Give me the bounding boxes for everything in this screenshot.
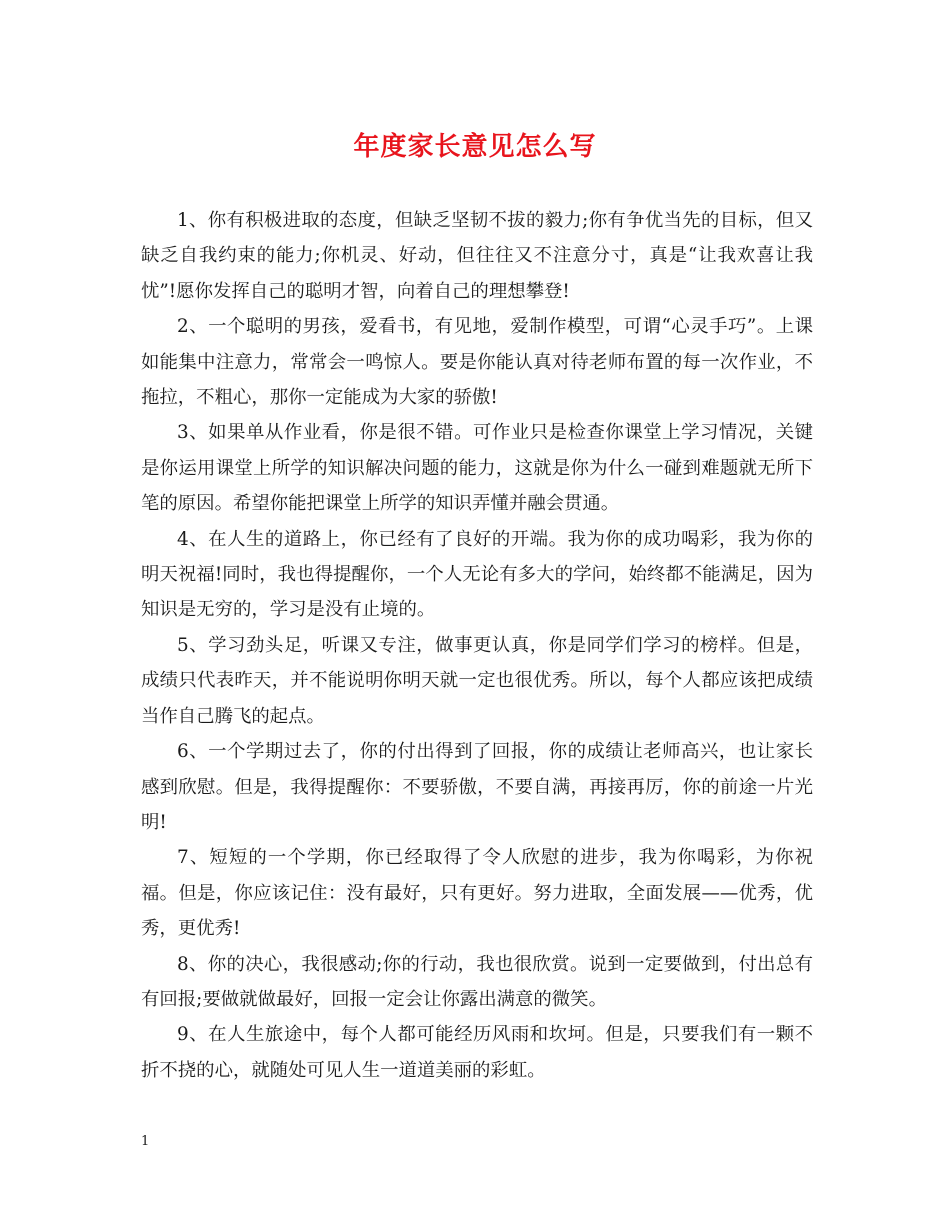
document-title: 年度家长意见怎么写 bbox=[353, 132, 597, 162]
paragraph-9: 9、在人生旅途中，每个人都可能经历风雨和坎坷。但是，只要我们有一颗不折不挠的心，就随处可见人生一道道美丽的彩虹。 bbox=[141, 1024, 813, 1081]
paragraph-6: 6、一个学期过去了，你的付出得到了回报，你的成绩让老师高兴，也让家长感到欣慰。但是，我得提醒你：不要骄傲，不要自满，再接再厉，你的前途一片光明! bbox=[141, 741, 813, 833]
paragraph-7: 7、短短的一个学期，你已经取得了令人欣慰的进步，我为你喝彩，为你祝福。但是，你应该记住：没有最好，只有更好。努力进取，全面发展——优秀，优秀，更优秀! bbox=[141, 847, 813, 940]
paragraph-4: 4、在人生的道路上，你已经有了良好的开端。我为你的成功喝彩，我为你的明天祝福!同时，我也得提醒你，一个人无论有多大的学问，始终都不能满足，因为知识是无穷的，学习是没有止境的。 bbox=[141, 528, 813, 621]
page-number: 1 bbox=[141, 1134, 150, 1149]
paragraph-5: 5、学习劲头足，听课又专注，做事更认真，你是同学们学习的榜样。但是，成绩只代表昨天，并不能说明你明天就一定也很优秀。所以，每个人都应该把成绩当作自己腾飞的起点。 bbox=[141, 634, 813, 727]
paragraph-8: 8、你的决心，我很感动;你的行动，我也很欣赏。说到一定要做到，付出总有有回报;要做就做最好，回报一定会让你露出满意的微笑。 bbox=[141, 953, 813, 1010]
document-body bbox=[141, 203, 813, 1088]
paragraph-2: 2、一个聪明的男孩，爱看书，有见地，爱制作模型，可谓“心灵手巧”。上课如能集中注意力，常常会一鸣惊人。要是你能认真对待老师布置的每一次作业，不拖拉，不粗心，那你一定能成为大家的骄傲! bbox=[141, 316, 813, 409]
paragraph-3: 3、如果单从作业看，你是很不错。可作业只是检查你课堂上学习情况，关键是你运用课堂上所学的知识解决问题的能力，这就是你为什么一碰到难题就无所下笔的原因。希望你能把课堂上所学的知识弄懂并融会贯通。 bbox=[141, 422, 813, 515]
paragraph-1: 1、你有积极进取的态度，但缺乏坚韧不拔的毅力;你有争优当先的目标，但又缺乏自我约束的能力;你机灵、好动，但往往又不注意分寸，真是“让我欢喜让我忧”!愿你发挥自己的聪明才智，向着自己的理想攀登! bbox=[141, 210, 813, 302]
